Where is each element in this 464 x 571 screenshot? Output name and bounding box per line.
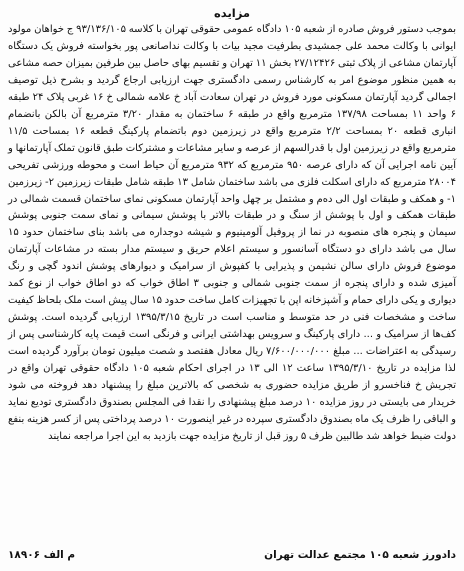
notice-body: بموجب دستور فروش صادره از شعبه ۱۰۵ دادگاه عمومی حقوقی تهران با کلاسه ۹۳/۱۳۶/۱۰۵ ج خواهان مولود ایوانی با وکالت محمد علی جمشیدی بطرفیت مجید بیات با وکالت نداصانعی پور بخواسته فروش یک دستگاه آپارتمان مشاعی از پلاک ثبتی ۲۷/۱۲۴۲۶ بخش ۱۱ تهران و تقسیم بهای حاصل بین طرفین بمیزان حصه مشاعی به همین منظور موضوع امر به کارشناس رسمی دادگستری جهت ارزیابی ارجاع گردید و بشرح ذیل توصیف اجمالی گردید آپارتمان مسکونی مورد فروش در تهران سعادت آباد خ علامه شمالی خ ۱۶ غربی پلاک ۲۴ طبقه ۶ واحد ۱۱ بمساحت ۱۳۷/۹۸ مترمربع واقع در طبقه ۶ ساختمان به مقدار ۳/۲۰ مترمربع آن بالکن بانضمام انباری قطعه ۲۰ بمساحت ۲/۲ مترمربع واقع در زیرزمین دوم باتضمام پارکینگ قطعه ۱۶ بمساحت ۱۱/۵ مترمربع واقع در زیرزمین اول با قدرالسهم از عرصه و سایر مشاعات و مشترکات طبق قانون تملک آپارتمانها و آیین نامه اجرایی آن که دارای عرصه ۹۵۰ مترمربع که ۹۳۲ مترمربع آن حیاط است و محوطه ورزشی تفریحی ۲۸۰۰۴ مترمربع که دارای اسکلت فلزی می باشد ساختمان شامل ۱۳ طبقه شامل طبقات زیرزمین ۲- زیرزمین ۱- و همکف و طبقات اول الی ده‌م و مشتمل بر چهل واحد آپارتمان مسکونی نمای ساختمان قسمت شمالی در طبقات همکف و اول با پوشش از سنگ و در طبقات بالاتر با پوشش سیمانی و نمای سمت جنوبی پوشش سیمان و پنجره های منصوبه در نما از پروفیل آلومینیوم و شیشه دوجداره می باشد بنای ساختمان حدود ۱۵ سال می باشد دارای دو دستگاه آسانسور و سیستم اعلام حریق و سیستم مدار بسته در مشاعات آپارتمان موضوع فروش دارای سالن نشیمن و پذیرایی با کفپوش از سرامیک و دیوارهای پوشش اندود گچی و رنگ آمیزی شده و دارای پنجره از سمت جنوبی شمالی و جنوبی ۳ اطاق خواب که دو اطاق خواب از نوع کمد دیواری و یکی دارای حمام و آشپزخانه اپن با تجهیزات کامل ساخت حدود ۱۵ سال پیش است ملک بلحاظ کیفیت ساخت و مشخصات فنی در حد متوسط و مناسب است در تاریخ ۱۳۹۵/۳/۱۵ ارزیابی گردیده است. پوشش کف‌ها از سرامیک و ... دارای پارکینگ و سرویس بهداشتی ایرانی و فرنگی است قیمت پایه کارشناسی پس از رسیدگی به اعتراضات ... مبلغ ۷/۶۰۰/۰۰۰/۰۰۰ ریال معادل هفتصد و شصت میلیون تومان برآورد گردیده است لذا مزایده در تاریخ ۱۳۹۵/۳/۱۰ ساعت ۱۲ الی ۱۳ در اجرای احکام شعبه ۱۰۵ دادگاه حقوقی تهران واقع در تجریش خ فناخسرو از طریق مزایده حضوری به شخصی که بالاترین مبلغ را پیشنهاد دهد فروخته می شود خریدار می بایستی در روز مزایده ۱۰ درصد مبلغ پیشنهادی را نقدا فی المجلس بصندوق دادگستری تودیع نماید و الباقی را ظرف یک ماه بصندوق دادگستری سپرده در غیر اینصورت ۱۰ درصد پرداختی پس از کسر هزینه بنفع دولت ضبط خواهد شد طالبین ظرف ۵ روز قبل از تاریخ مزایده جهت بازدید به این اجرا مراجعه نمایند [8, 24, 457, 442]
notice-signature: دادورز شعبه ۱۰۵ مجتمع عدالت تهران [264, 549, 456, 561]
notice-title: مزایده [214, 6, 250, 20]
notice-footer [8, 547, 456, 563]
notice-reference: م الف ۱۸۹۰۶ [8, 549, 76, 561]
